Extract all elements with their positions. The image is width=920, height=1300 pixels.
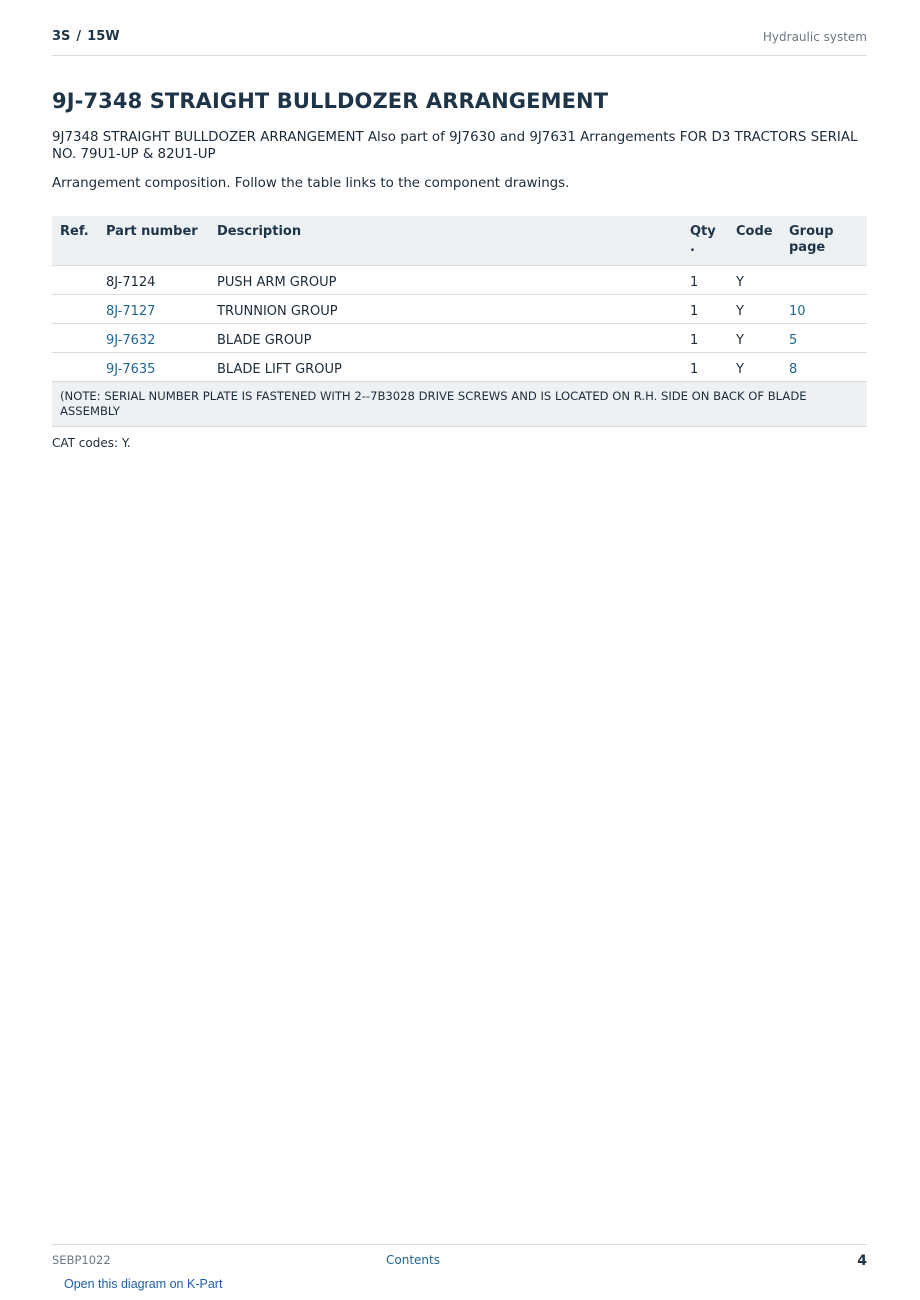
group-page-link[interactable]: 8 — [789, 361, 798, 377]
group-page-link[interactable]: 5 — [789, 332, 798, 348]
table-row — [52, 295, 867, 324]
ref-cell — [52, 353, 98, 382]
part-number-cell — [98, 295, 209, 324]
qty-cell: 1 — [682, 324, 728, 353]
part-number-cell — [98, 324, 209, 353]
open-on-kpart-link[interactable]: Open this diagram on K-Part — [64, 1277, 223, 1291]
part-number-link[interactable]: 8J-7127 — [106, 303, 156, 319]
code-cell: Y — [728, 353, 781, 382]
ref-cell — [52, 266, 98, 295]
section-label: Hydraulic system — [762, 30, 867, 44]
table-row — [52, 353, 867, 382]
column-header-group-page: Group page — [781, 216, 867, 266]
column-header-description: Description — [209, 216, 682, 266]
column-header-part-number: Part number — [98, 216, 209, 266]
table-note: (NOTE: SERIAL NUMBER PLATE IS FASTENED WITH 2--7B3028 DRIVE SCREWS AND IS LOCATED ON R.H. SIDE ON BACK OF BLADE ASSEMBLY — [52, 382, 867, 427]
group-page-link[interactable]: 10 — [789, 303, 806, 319]
page-number: 4 — [857, 1253, 867, 1269]
ref-cell — [52, 295, 98, 324]
column-header-qty: Qty . — [682, 216, 728, 266]
document-id: SEBP1022 — [52, 1253, 111, 1267]
description-cell: PUSH ARM GROUP — [209, 266, 682, 295]
part-number-cell — [98, 353, 209, 382]
page-title: 9J-7348 STRAIGHT BULLDOZER ARRANGEMENT — [52, 89, 609, 113]
description-cell: TRUNNION GROUP — [209, 295, 682, 324]
group-page-cell — [781, 295, 867, 324]
code-cell: Y — [728, 295, 781, 324]
group-page-cell — [781, 353, 867, 382]
intro-text: Arrangement composition. Follow the table links to the component drawings. — [52, 176, 570, 191]
part-number-link[interactable]: 9J-7635 — [106, 361, 156, 377]
part-number-link[interactable]: 9J-7632 — [106, 332, 156, 348]
code-cell: Y — [728, 266, 781, 295]
parts-table — [52, 216, 867, 427]
table-header-row — [52, 216, 867, 266]
breadcrumb-item: 3S — [52, 29, 71, 44]
breadcrumb-separator: / — [76, 29, 82, 44]
ref-cell — [52, 324, 98, 353]
cat-codes: CAT codes: Y. — [52, 436, 131, 450]
code-cell: Y — [728, 324, 781, 353]
description-cell: BLADE GROUP — [209, 324, 682, 353]
contents-link[interactable]: Contents — [386, 1253, 440, 1267]
column-header-ref: Ref. — [52, 216, 98, 266]
table-row — [52, 266, 867, 295]
table-note-row — [52, 382, 867, 427]
qty-cell: 1 — [682, 353, 728, 382]
qty-cell: 1 — [682, 295, 728, 324]
table-row — [52, 324, 867, 353]
description-cell: BLADE LIFT GROUP — [209, 353, 682, 382]
page-footer — [52, 1244, 867, 1291]
page-header — [52, 29, 867, 56]
breadcrumb — [52, 29, 120, 44]
group-page-cell — [781, 266, 867, 295]
column-header-code: Code — [728, 216, 781, 266]
arrangement-description: 9J7348 STRAIGHT BULLDOZER ARRANGEMENT Also part of 9J7630 and 9J7631 Arrangements FOR D3 TRACTORS SERIAL NO. 79U1-UP & 82U1-UP — [52, 130, 858, 162]
qty-cell: 1 — [682, 266, 728, 295]
document-page — [52, 0, 867, 1300]
group-page-cell — [781, 324, 867, 353]
breadcrumb-item: 15W — [87, 29, 120, 44]
part-number-cell: 8J-7124 — [98, 266, 209, 295]
